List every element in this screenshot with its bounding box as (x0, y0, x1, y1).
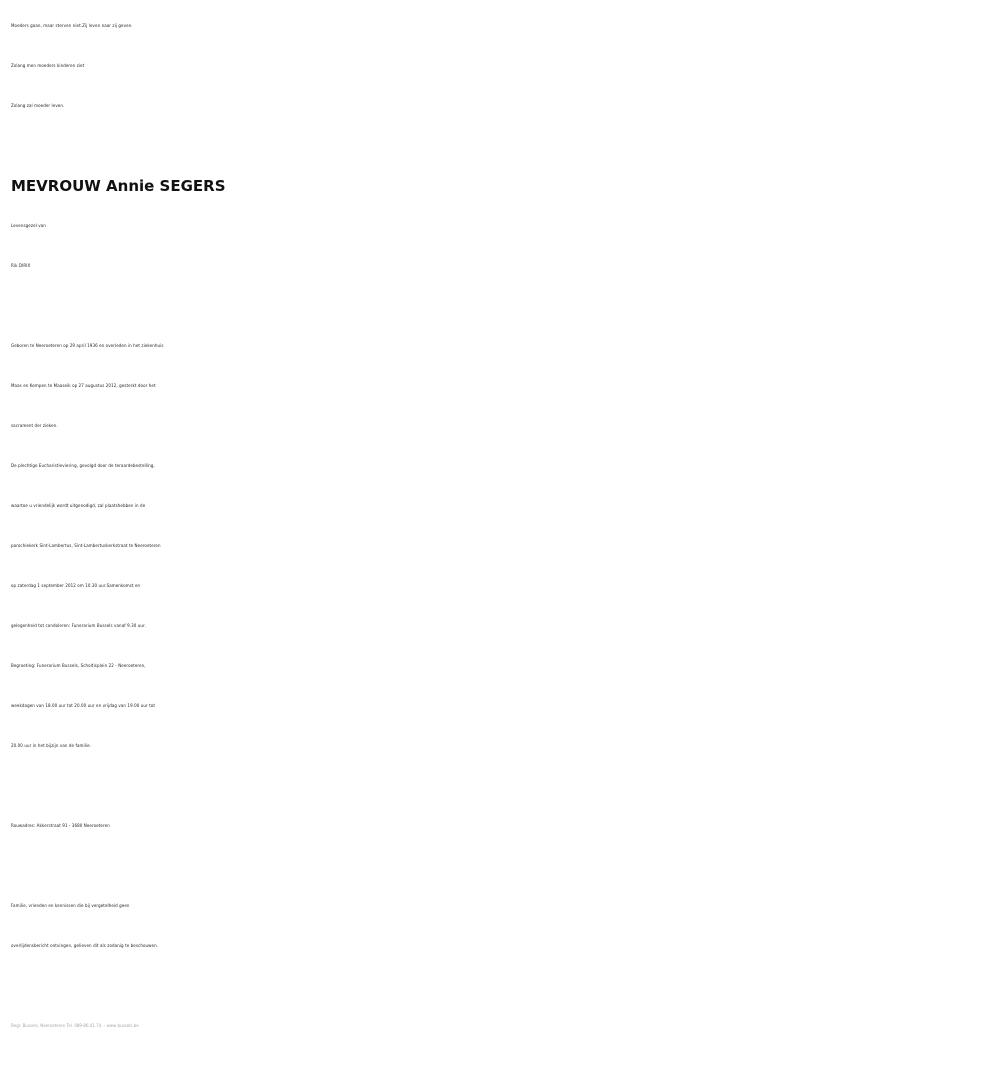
notice (11, 886, 991, 966)
mourning-address: Rouwadres: Akkerstraat 91 - 3680 Neeroeteren (11, 823, 110, 828)
relation (11, 206, 991, 286)
announcement-line: Geboren te Neeroeteren op 29 april 1936 en overleden in het ziekenhuis (11, 343, 164, 348)
poem-line: Zolang zal moeder leven. (11, 103, 65, 108)
spacer (11, 966, 991, 1006)
announcement-line: 20.00 uur in het bijzijn van de familie. (11, 743, 92, 748)
deceased-name: MEVROUW Annie SEGERS (11, 177, 226, 195)
relation-line: Rik DIRIX (11, 263, 31, 268)
spacer (11, 286, 991, 326)
poem-line: Moeders gaan, maar sterven niet.Zij leven naar zij geven. (11, 23, 133, 28)
funeral-home-footer: Begr. Bussels, Neeroeteren Tel. 089-86.41.74. - www bussels.be (11, 1023, 139, 1028)
announcement (11, 326, 991, 766)
announcement-line: sacrament der zieken. (11, 423, 58, 428)
announcement-line: parochiekerk Sint-Lambertus, Sint-Lambertuskerkstraat te Neeroeteren (11, 543, 161, 548)
relation-line: Levensgezel van (11, 223, 46, 228)
poem (11, 6, 991, 126)
announcement-line: Maas en Kempen te Maaseik op 27 augustus 2012, gesterkt door het (11, 383, 156, 388)
announcement-line: Begroeting: Funerarium Bussels, Scholtisplein 22 - Neeroeteren, (11, 663, 146, 668)
announcement-line: De plechtige Eucharistieviering, gevolgd door de teraardebestelling, (11, 463, 155, 468)
obituary-document (11, 6, 991, 1046)
spacer (11, 766, 991, 806)
announcement-line: weekdagen van 18.00 uur tot 20.00 uur en vrijdag van 19.00 uur tot (11, 703, 156, 708)
announcement-line: op zaterdag 1 september 2012 om 10.30 uur.Samenkomst en (11, 583, 141, 588)
announcement-line: waartoe u vriendelijk wordt uitgenodigd, zal plaatshebben in de (11, 503, 146, 508)
announcement-line: gelegenheid tot condoleren: Funerarium Bussels vanaf 9.30 uur. (11, 623, 146, 628)
poem-line: Zolang men moeders kinderen ziet (11, 63, 85, 68)
spacer (11, 846, 991, 886)
notice-line: Familie, vrienden en kennissen die bij vergetelheid geen (11, 903, 130, 908)
notice-line: overlijdensbericht ontvingen, gelieven dit als zodanig te beschouwen. (11, 943, 159, 948)
